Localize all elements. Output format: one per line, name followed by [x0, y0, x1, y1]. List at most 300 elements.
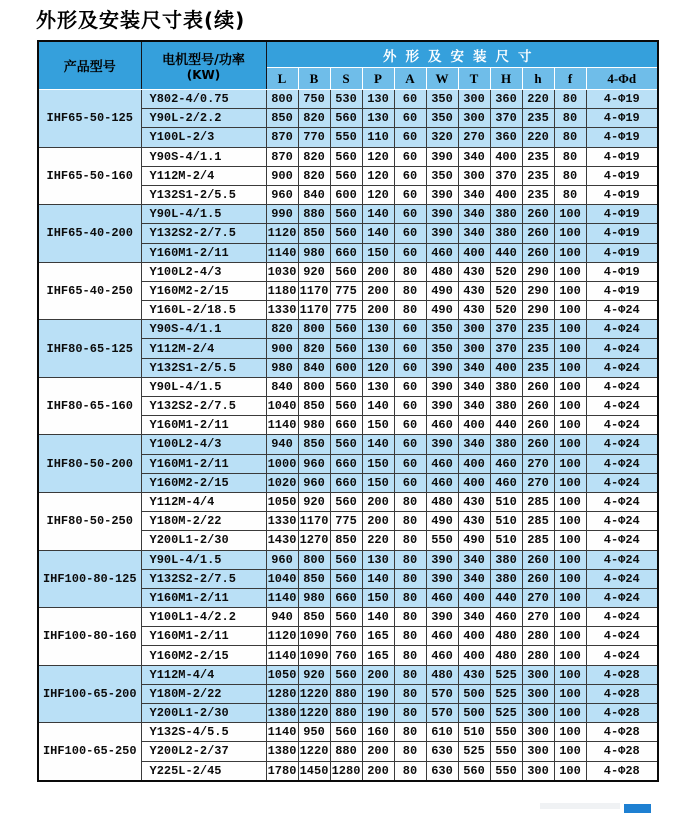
- page-title: 外形及安装尺寸表(续): [36, 8, 246, 32]
- dim-value-cell: 920: [298, 665, 330, 684]
- dim-value-cell: 60: [394, 128, 426, 147]
- dim-value-cell: 820: [298, 339, 330, 358]
- product-model-cell: IHF65-50-125: [38, 90, 141, 148]
- dim-value-cell: 4-Φ28: [586, 665, 658, 684]
- dim-value-cell: 300: [458, 339, 490, 358]
- dim-value-cell: 430: [458, 262, 490, 281]
- motor-model-cell: Y160M1-2/11: [141, 416, 266, 435]
- dim-value-cell: 80: [394, 569, 426, 588]
- dim-value-cell: 560: [330, 435, 362, 454]
- dim-value-cell: 60: [394, 454, 426, 473]
- motor-header-line1: 电机型号/功率: [162, 53, 245, 68]
- dim-value-cell: 200: [362, 742, 394, 761]
- dim-value-cell: 490: [426, 281, 458, 300]
- dim-value-cell: 370: [490, 320, 522, 339]
- dim-value-cell: 60: [394, 166, 426, 185]
- dim-value-cell: 880: [330, 684, 362, 703]
- dim-value-cell: 770: [298, 128, 330, 147]
- dim-value-cell: 4-Φ28: [586, 684, 658, 703]
- dim-value-cell: 4-Φ19: [586, 243, 658, 262]
- dim-value-cell: 280: [522, 646, 554, 665]
- dim-value-cell: 1000: [266, 454, 298, 473]
- dim-value-cell: 660: [330, 454, 362, 473]
- dim-value-cell: 80: [394, 646, 426, 665]
- dim-value-cell: 880: [330, 704, 362, 723]
- dim-value-cell: 130: [362, 377, 394, 396]
- dim-value-cell: 4-Φ28: [586, 704, 658, 723]
- dim-value-cell: 140: [362, 205, 394, 224]
- table-row: [38, 608, 658, 627]
- dim-value-cell: 4-Φ24: [586, 377, 658, 396]
- dim-value-cell: 1430: [266, 531, 298, 550]
- motor-model-cell: Y100L1-4/2.2: [141, 608, 266, 627]
- dim-value-cell: 340: [458, 358, 490, 377]
- dim-value-cell: 100: [554, 377, 586, 396]
- dim-value-cell: 4-Φ24: [586, 435, 658, 454]
- dim-value-cell: 4-Φ24: [586, 397, 658, 416]
- dim-value-cell: 60: [394, 358, 426, 377]
- dim-value-cell: 80: [394, 742, 426, 761]
- dim-value-cell: 4-Φ19: [586, 224, 658, 243]
- dim-value-cell: 380: [490, 377, 522, 396]
- dim-value-cell: 800: [266, 90, 298, 109]
- dim-value-cell: 560: [330, 550, 362, 569]
- dim-value-cell: 4-Φ19: [586, 205, 658, 224]
- dim-value-cell: 130: [362, 320, 394, 339]
- dim-value-cell: 1040: [266, 397, 298, 416]
- dim-value-cell: 1220: [298, 742, 330, 761]
- dim-value-cell: 80: [554, 166, 586, 185]
- dim-value-cell: 290: [522, 301, 554, 320]
- dim-value-cell: 960: [266, 185, 298, 204]
- dim-value-cell: 80: [554, 90, 586, 109]
- dim-value-cell: 340: [458, 569, 490, 588]
- dim-value-cell: 235: [522, 358, 554, 377]
- dim-value-cell: 130: [362, 339, 394, 358]
- dim-value-cell: 80: [394, 531, 426, 550]
- dim-value-cell: 400: [458, 416, 490, 435]
- dim-value-cell: 100: [554, 301, 586, 320]
- dim-col-header: L: [266, 68, 298, 90]
- dim-value-cell: 100: [554, 281, 586, 300]
- dim-value-cell: 150: [362, 416, 394, 435]
- dim-value-cell: 850: [298, 224, 330, 243]
- dim-value-cell: 60: [394, 205, 426, 224]
- dim-value-cell: 270: [522, 588, 554, 607]
- dim-value-cell: 340: [458, 397, 490, 416]
- dim-value-cell: 150: [362, 473, 394, 492]
- dim-value-cell: 235: [522, 320, 554, 339]
- dim-value-cell: 4-Φ28: [586, 761, 658, 781]
- product-model-cell: IHF80-65-125: [38, 320, 141, 378]
- dim-value-cell: 285: [522, 512, 554, 531]
- table-row: [38, 665, 658, 684]
- dim-value-cell: 100: [554, 224, 586, 243]
- motor-model-cell: Y160M1-2/11: [141, 243, 266, 262]
- dim-value-cell: 60: [394, 377, 426, 396]
- motor-model-cell: Y180M-2/22: [141, 684, 266, 703]
- dim-value-cell: 560: [330, 166, 362, 185]
- dim-value-cell: 235: [522, 185, 554, 204]
- dim-value-cell: 460: [426, 646, 458, 665]
- dim-value-cell: 220: [522, 90, 554, 109]
- dim-value-cell: 340: [458, 608, 490, 627]
- dim-value-cell: 870: [266, 128, 298, 147]
- dim-value-cell: 480: [426, 262, 458, 281]
- product-model-cell: IHF65-40-200: [38, 205, 141, 263]
- dim-value-cell: 80: [554, 109, 586, 128]
- dim-value-cell: 150: [362, 243, 394, 262]
- dim-value-cell: 80: [394, 684, 426, 703]
- dim-value-cell: 400: [458, 473, 490, 492]
- dim-value-cell: 1380: [266, 742, 298, 761]
- dim-value-cell: 380: [490, 435, 522, 454]
- dim-value-cell: 1040: [266, 569, 298, 588]
- dim-value-cell: 850: [298, 397, 330, 416]
- dim-value-cell: 300: [522, 704, 554, 723]
- dim-value-cell: 80: [394, 262, 426, 281]
- dimensions-group-header: 外形及安装尺寸: [266, 41, 658, 68]
- dim-value-cell: 350: [426, 166, 458, 185]
- motor-model-cell: Y90S-4/1.1: [141, 320, 266, 339]
- motor-model-cell: Y225L-2/45: [141, 761, 266, 781]
- dim-value-cell: 510: [490, 492, 522, 511]
- dim-value-cell: 260: [522, 224, 554, 243]
- dim-value-cell: 130: [362, 550, 394, 569]
- dim-value-cell: 4-Φ24: [586, 492, 658, 511]
- dim-value-cell: 235: [522, 166, 554, 185]
- dim-value-cell: 1120: [266, 224, 298, 243]
- dim-value-cell: 775: [330, 512, 362, 531]
- table-row: [38, 262, 658, 281]
- dim-value-cell: 160: [362, 723, 394, 742]
- dim-value-cell: 340: [458, 224, 490, 243]
- table-row: [38, 205, 658, 224]
- dim-value-cell: 260: [522, 397, 554, 416]
- dim-value-cell: 350: [426, 90, 458, 109]
- table-row: [38, 435, 658, 454]
- dim-value-cell: 100: [554, 588, 586, 607]
- dim-value-cell: 4-Φ24: [586, 358, 658, 377]
- motor-model-cell: Y132S2-2/7.5: [141, 569, 266, 588]
- dim-value-cell: 200: [362, 301, 394, 320]
- product-model-cell: IHF80-65-160: [38, 377, 141, 435]
- dim-value-cell: 380: [490, 205, 522, 224]
- dim-value-cell: 80: [394, 665, 426, 684]
- dim-value-cell: 4-Φ24: [586, 416, 658, 435]
- dim-value-cell: 820: [298, 109, 330, 128]
- dim-value-cell: 285: [522, 492, 554, 511]
- dim-value-cell: 80: [554, 128, 586, 147]
- dim-value-cell: 340: [458, 147, 490, 166]
- dim-value-cell: 260: [522, 435, 554, 454]
- motor-model-cell: Y90L-4/1.5: [141, 550, 266, 569]
- motor-model-cell: Y112M-4/4: [141, 665, 266, 684]
- dim-value-cell: 1090: [298, 627, 330, 646]
- motor-model-cell: Y160M1-2/11: [141, 588, 266, 607]
- dim-value-cell: 1020: [266, 473, 298, 492]
- product-model-cell: IHF65-50-160: [38, 147, 141, 205]
- dim-value-cell: 4-Φ19: [586, 262, 658, 281]
- dim-value-cell: 1140: [266, 416, 298, 435]
- dim-value-cell: 400: [490, 185, 522, 204]
- dim-value-cell: 390: [426, 147, 458, 166]
- table-row: [38, 550, 658, 569]
- dim-value-cell: 4-Φ24: [586, 569, 658, 588]
- dim-value-cell: 390: [426, 435, 458, 454]
- dim-value-cell: 440: [490, 243, 522, 262]
- dim-value-cell: 990: [266, 205, 298, 224]
- motor-model-cell: Y160M2-2/15: [141, 646, 266, 665]
- motor-model-cell: Y100L2-4/3: [141, 262, 266, 281]
- dim-value-cell: 4-Φ28: [586, 723, 658, 742]
- motor-model-cell: Y802-4/0.75: [141, 90, 266, 109]
- dim-value-cell: 560: [330, 569, 362, 588]
- motor-model-cell: Y90S-4/1.1: [141, 147, 266, 166]
- dim-value-cell: 510: [458, 723, 490, 742]
- dim-value-cell: 500: [458, 704, 490, 723]
- motor-model-cell: Y100L-2/3: [141, 128, 266, 147]
- motor-model-cell: Y160L-2/18.5: [141, 301, 266, 320]
- dim-value-cell: 350: [426, 109, 458, 128]
- dim-value-cell: 630: [426, 742, 458, 761]
- dim-value-cell: 4-Φ19: [586, 128, 658, 147]
- dim-value-cell: 80: [394, 761, 426, 781]
- dim-value-cell: 380: [490, 397, 522, 416]
- dim-value-cell: 400: [458, 243, 490, 262]
- dim-value-cell: 100: [554, 723, 586, 742]
- dim-value-cell: 1330: [266, 512, 298, 531]
- motor-model-cell: Y112M-4/4: [141, 492, 266, 511]
- dim-value-cell: 60: [394, 397, 426, 416]
- motor-header-line2: (KW): [186, 68, 221, 82]
- dim-value-cell: 60: [394, 185, 426, 204]
- dim-value-cell: 60: [394, 473, 426, 492]
- dim-value-cell: 290: [522, 281, 554, 300]
- motor-model-cell: Y132S2-2/7.5: [141, 224, 266, 243]
- table-row: [38, 492, 658, 511]
- watermark-bar: [624, 804, 651, 813]
- dim-value-cell: 340: [458, 435, 490, 454]
- dim-value-cell: 100: [554, 416, 586, 435]
- dim-value-cell: 390: [426, 397, 458, 416]
- dim-col-header: 4-Φd: [586, 68, 658, 90]
- motor-model-cell: Y132S1-2/5.5: [141, 185, 266, 204]
- dim-value-cell: 560: [330, 377, 362, 396]
- dim-value-cell: 525: [490, 684, 522, 703]
- motor-model-cell: Y132S1-2/5.5: [141, 358, 266, 377]
- table-header: [38, 41, 658, 90]
- dim-value-cell: 4-Φ19: [586, 166, 658, 185]
- dim-value-cell: 380: [490, 569, 522, 588]
- dim-value-cell: 300: [522, 742, 554, 761]
- dim-value-cell: 1120: [266, 627, 298, 646]
- dim-value-cell: 560: [330, 492, 362, 511]
- dim-value-cell: 190: [362, 684, 394, 703]
- dim-value-cell: 1220: [298, 684, 330, 703]
- dim-value-cell: 100: [554, 665, 586, 684]
- product-model-cell: IHF80-50-200: [38, 435, 141, 493]
- dim-value-cell: 80: [554, 185, 586, 204]
- dim-value-cell: 440: [490, 588, 522, 607]
- dim-value-cell: 100: [554, 531, 586, 550]
- dim-value-cell: 340: [458, 185, 490, 204]
- dim-value-cell: 200: [362, 262, 394, 281]
- dim-value-cell: 800: [298, 320, 330, 339]
- dim-value-cell: 400: [458, 588, 490, 607]
- dim-value-cell: 60: [394, 243, 426, 262]
- dim-value-cell: 300: [458, 166, 490, 185]
- dim-value-cell: 760: [330, 627, 362, 646]
- dim-col-header: f: [554, 68, 586, 90]
- dim-value-cell: 390: [426, 569, 458, 588]
- dim-value-cell: 820: [298, 147, 330, 166]
- dim-value-cell: 130: [362, 109, 394, 128]
- dim-value-cell: 60: [394, 147, 426, 166]
- dim-value-cell: 750: [298, 90, 330, 109]
- dim-value-cell: 110: [362, 128, 394, 147]
- dim-value-cell: 100: [554, 454, 586, 473]
- dim-value-cell: 340: [458, 377, 490, 396]
- product-model-cell: IHF100-65-250: [38, 723, 141, 781]
- dim-value-cell: 80: [394, 608, 426, 627]
- dim-value-cell: 630: [426, 761, 458, 781]
- dim-value-cell: 520: [490, 281, 522, 300]
- dim-value-cell: 140: [362, 397, 394, 416]
- dim-value-cell: 80: [394, 281, 426, 300]
- dim-value-cell: 1450: [298, 761, 330, 781]
- dim-value-cell: 400: [490, 147, 522, 166]
- dim-value-cell: 490: [426, 301, 458, 320]
- dim-value-cell: 100: [554, 243, 586, 262]
- dim-value-cell: 165: [362, 646, 394, 665]
- dim-value-cell: 350: [426, 339, 458, 358]
- dim-value-cell: 525: [490, 704, 522, 723]
- dim-value-cell: 100: [554, 684, 586, 703]
- motor-model-cell: Y200L1-2/30: [141, 531, 266, 550]
- dim-value-cell: 200: [362, 492, 394, 511]
- dim-value-cell: 760: [330, 646, 362, 665]
- dim-value-cell: 980: [298, 588, 330, 607]
- dim-value-cell: 850: [266, 109, 298, 128]
- dim-value-cell: 100: [554, 550, 586, 569]
- dim-value-cell: 100: [554, 742, 586, 761]
- dim-value-cell: 120: [362, 358, 394, 377]
- dim-value-cell: 285: [522, 531, 554, 550]
- dim-value-cell: 100: [554, 435, 586, 454]
- dim-value-cell: 460: [490, 608, 522, 627]
- dim-value-cell: 100: [554, 512, 586, 531]
- dim-value-cell: 460: [490, 473, 522, 492]
- dim-value-cell: 560: [330, 665, 362, 684]
- dim-value-cell: 100: [554, 320, 586, 339]
- dim-value-cell: 390: [426, 205, 458, 224]
- table-row: [38, 147, 658, 166]
- dim-value-cell: 460: [426, 588, 458, 607]
- dim-value-cell: 400: [458, 627, 490, 646]
- dim-value-cell: 4-Φ24: [586, 512, 658, 531]
- dim-value-cell: 290: [522, 262, 554, 281]
- dim-value-cell: 1170: [298, 301, 330, 320]
- dim-value-cell: 360: [490, 90, 522, 109]
- motor-model-cell: Y132S-4/5.5: [141, 723, 266, 742]
- dim-value-cell: 520: [490, 262, 522, 281]
- dim-value-cell: 4-Φ19: [586, 147, 658, 166]
- dim-value-cell: 350: [426, 320, 458, 339]
- dim-value-cell: 510: [490, 531, 522, 550]
- dim-value-cell: 4-Φ24: [586, 320, 658, 339]
- dim-value-cell: 660: [330, 243, 362, 262]
- dim-value-cell: 390: [426, 550, 458, 569]
- dim-value-cell: 60: [394, 416, 426, 435]
- dim-value-cell: 430: [458, 281, 490, 300]
- dim-value-cell: 300: [522, 665, 554, 684]
- dim-value-cell: 550: [330, 128, 362, 147]
- dim-value-cell: 560: [458, 761, 490, 781]
- motor-model-cell: Y132S2-2/7.5: [141, 397, 266, 416]
- dim-value-cell: 220: [522, 128, 554, 147]
- dim-value-cell: 500: [458, 684, 490, 703]
- dim-value-cell: 370: [490, 166, 522, 185]
- dim-value-cell: 1180: [266, 281, 298, 300]
- dim-value-cell: 120: [362, 185, 394, 204]
- dim-value-cell: 1140: [266, 243, 298, 262]
- dim-value-cell: 430: [458, 492, 490, 511]
- dim-value-cell: 460: [426, 243, 458, 262]
- table-row: [38, 320, 658, 339]
- dim-value-cell: 520: [490, 301, 522, 320]
- dim-value-cell: 490: [458, 531, 490, 550]
- dim-value-cell: 260: [522, 550, 554, 569]
- dim-value-cell: 560: [330, 397, 362, 416]
- dim-value-cell: 960: [298, 473, 330, 492]
- dim-value-cell: 260: [522, 569, 554, 588]
- dim-value-cell: 560: [330, 262, 362, 281]
- dim-value-cell: 100: [554, 492, 586, 511]
- dim-value-cell: 300: [458, 320, 490, 339]
- dim-value-cell: 980: [298, 243, 330, 262]
- product-model-cell: IHF100-80-160: [38, 608, 141, 666]
- dim-value-cell: 100: [554, 627, 586, 646]
- dim-value-cell: 320: [426, 128, 458, 147]
- dim-value-cell: 270: [522, 454, 554, 473]
- table-row: [38, 377, 658, 396]
- dim-value-cell: 850: [298, 569, 330, 588]
- dim-value-cell: 270: [522, 608, 554, 627]
- dim-value-cell: 775: [330, 281, 362, 300]
- dim-value-cell: 80: [394, 723, 426, 742]
- dim-value-cell: 850: [330, 531, 362, 550]
- dim-value-cell: 4-Φ24: [586, 339, 658, 358]
- dim-value-cell: 1050: [266, 492, 298, 511]
- dimensions-table: [37, 40, 659, 782]
- dim-value-cell: 525: [490, 665, 522, 684]
- dim-value-cell: 560: [330, 205, 362, 224]
- dim-value-cell: 300: [522, 761, 554, 781]
- table-row: [38, 90, 658, 109]
- dim-value-cell: 80: [394, 588, 426, 607]
- dim-col-header: T: [458, 68, 490, 90]
- dim-value-cell: 800: [298, 377, 330, 396]
- watermark-smudge: [540, 803, 620, 809]
- dim-value-cell: 525: [458, 742, 490, 761]
- dim-value-cell: 270: [458, 128, 490, 147]
- table-body: [38, 90, 658, 781]
- dim-value-cell: 800: [298, 550, 330, 569]
- dim-value-cell: 940: [266, 435, 298, 454]
- dim-value-cell: 390: [426, 608, 458, 627]
- dim-value-cell: 660: [330, 416, 362, 435]
